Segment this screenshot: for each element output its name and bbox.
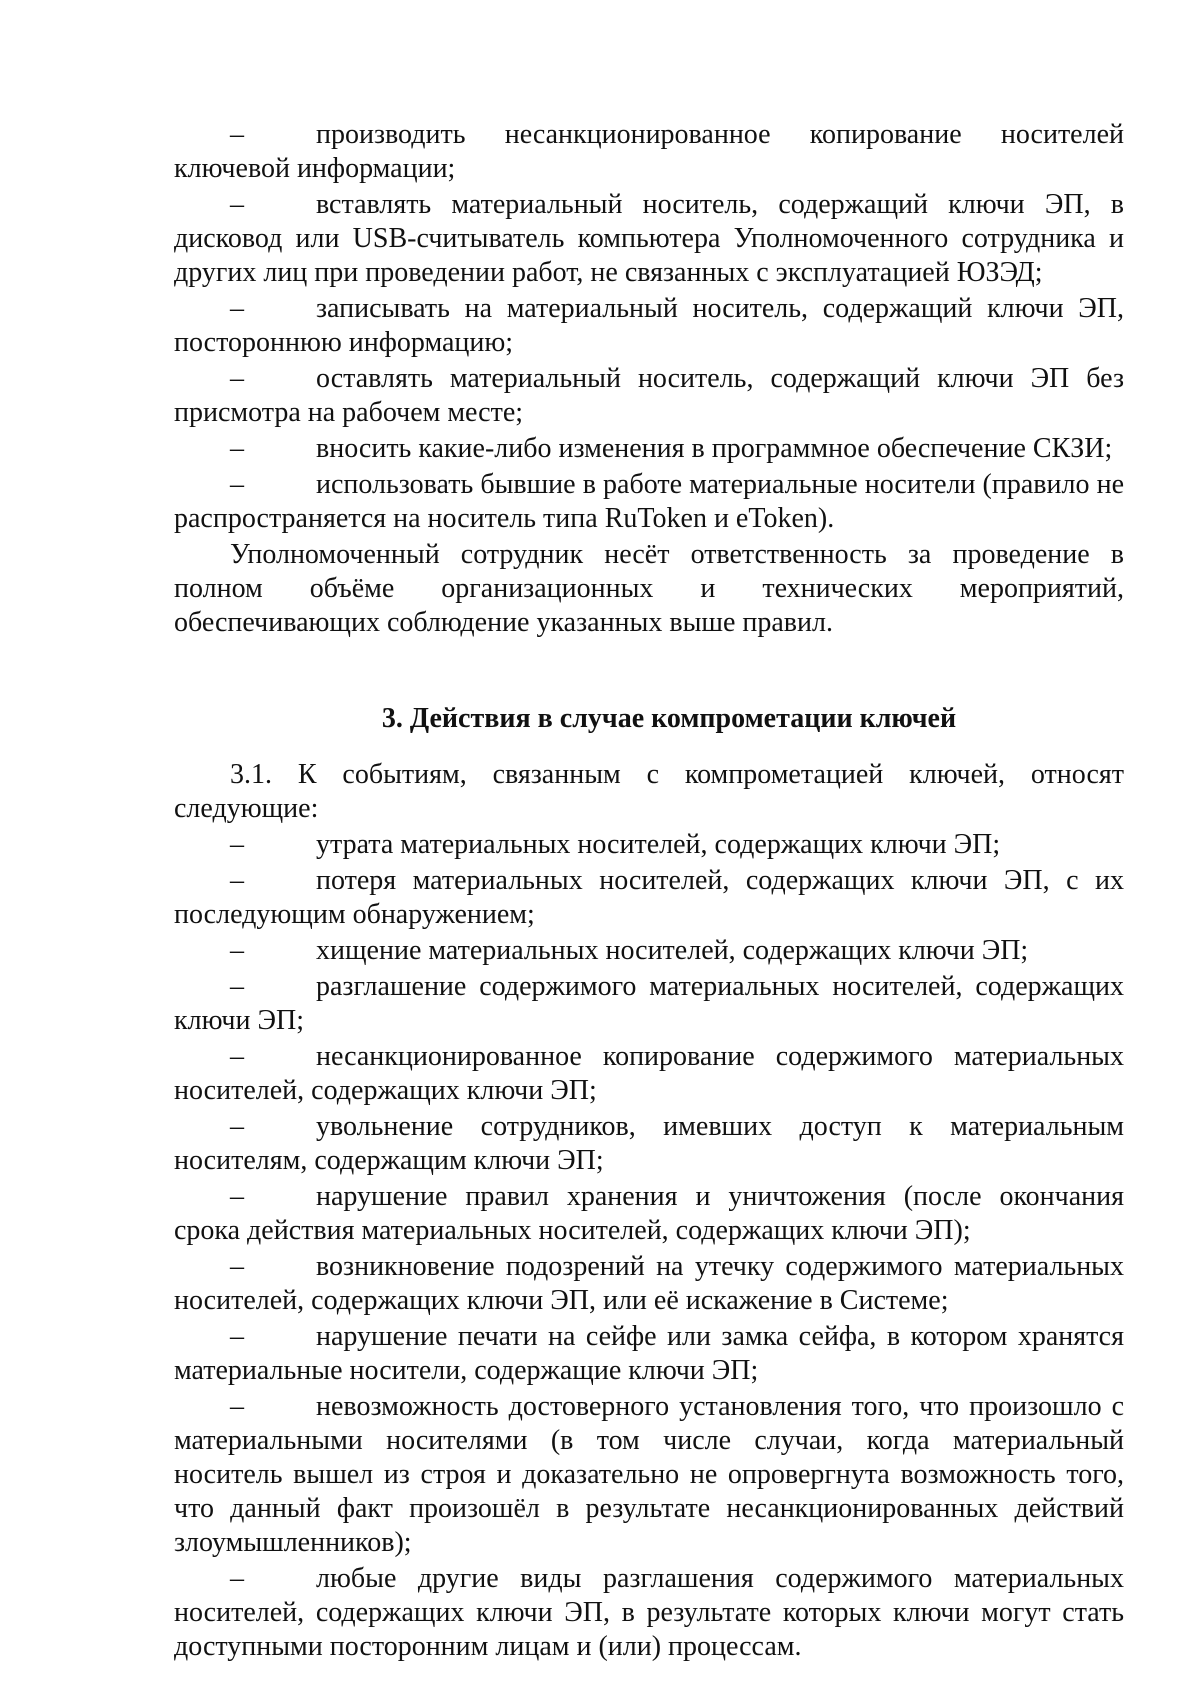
list-item-text: невозможность достоверного установления того, что произошло с материальными носителями (в том числе случаи, когда материальный носитель вышел из строя и доказательно не опровергнута возможность того, что данный факт произошёл в результате несанкционированных действий злоумышленников);	[174, 1391, 1124, 1558]
list-dash: –	[230, 469, 244, 500]
list-item	[174, 934, 1124, 968]
list-item-text: вставлять материальный носитель, содержащий ключи ЭП, в дисковод или USB-считыватель компьютера Уполномоченного сотрудника и других лиц при проведении работ, не связанных с эксплуатацией ЮЗЭД;	[174, 189, 1124, 288]
list-item	[174, 1110, 1124, 1178]
section3-list	[174, 828, 1124, 1664]
list-dash: –	[230, 1111, 244, 1142]
list-item	[174, 864, 1124, 932]
list-item-text: нарушение правил хранения и уничтожения (после окончания срока действия материальных носителей, содержащих ключи ЭП);	[174, 1181, 1124, 1246]
list-item-text: производить несанкционированное копирование носителей ключевой информации;	[174, 119, 1124, 184]
list-item	[174, 1040, 1124, 1108]
list-item	[174, 1390, 1124, 1560]
list-dash: –	[230, 935, 244, 966]
list-item-text: записывать на материальный носитель, содержащий ключи ЭП, постороннюю информацию;	[174, 293, 1124, 358]
list-item-text: потеря материальных носителей, содержащих ключи ЭП, с их последующим обнаружением;	[174, 865, 1124, 930]
list-item	[174, 1180, 1124, 1248]
list-dash: –	[230, 1321, 244, 1352]
list-item-text: любые другие виды разглашения содержимого материальных носителей, содержащих ключи ЭП, в результате которых ключи могут стать доступными посторонним лицам и (или) процессам.	[174, 1563, 1124, 1662]
list-dash: –	[230, 1391, 244, 1422]
list-item-text: несанкционированное копирование содержимого материальных носителей, содержащих ключи ЭП;	[174, 1041, 1124, 1106]
list-dash: –	[230, 119, 244, 150]
list-dash: –	[230, 363, 244, 394]
list-item	[174, 1250, 1124, 1318]
list-item	[174, 468, 1124, 536]
list-item-text: нарушение печати на сейфе или замка сейфа, в котором хранятся материальные носители, содержащие ключи ЭП;	[174, 1321, 1124, 1386]
list-item-text: использовать бывшие в работе материальные носители (правило не распространяется на носитель типа RuToken и eToken).	[174, 469, 1124, 534]
list-dash: –	[230, 829, 244, 860]
responsibility-paragraph: Уполномоченный сотрудник несёт ответственность за проведение в полном объёме организационных и технических мероприятий, обеспечивающих соблюдение указанных выше правил.	[174, 539, 1124, 638]
list-dash: –	[230, 1181, 244, 1212]
list-item-text: хищение материальных носителей, содержащих ключи ЭП;	[316, 935, 1029, 966]
section-intro: 3.1. К событиям, связанным с компрометацией ключей, относят следующие:	[174, 759, 1124, 824]
section-heading: 3. Действия в случае компрометации ключей	[381, 703, 957, 734]
list-item	[174, 362, 1124, 430]
list-dash: –	[230, 293, 244, 324]
list-item-text: вносить какие-либо изменения в программное обеспечение СКЗИ;	[316, 433, 1113, 464]
list-dash: –	[230, 189, 244, 220]
list-item	[174, 1320, 1124, 1388]
list-item	[174, 432, 1124, 466]
list-item	[174, 118, 1124, 186]
list-dash: –	[230, 1251, 244, 1282]
list-item-text: оставлять материальный носитель, содержащий ключи ЭП без присмотра на рабочем месте;	[174, 363, 1124, 428]
section2-list	[174, 118, 1124, 536]
list-item	[174, 828, 1124, 862]
list-item	[174, 970, 1124, 1038]
list-dash: –	[230, 1041, 244, 1072]
list-item-text: увольнение сотрудников, имевших доступ к материальным носителям, содержащим ключи ЭП;	[174, 1111, 1124, 1176]
list-item-text: разглашение содержимого материальных носителей, содержащих ключи ЭП;	[174, 971, 1124, 1036]
list-item	[174, 292, 1124, 360]
list-dash: –	[230, 433, 244, 464]
list-dash: –	[230, 971, 244, 1002]
list-item-text: утрата материальных носителей, содержащих ключи ЭП;	[316, 829, 1001, 860]
list-item	[174, 1562, 1124, 1664]
document-page	[174, 118, 1124, 1666]
list-item-text: возникновение подозрений на утечку содержимого материальных носителей, содержащих ключи ЭП, или её искажение в Системе;	[174, 1251, 1124, 1316]
list-dash: –	[230, 1563, 244, 1594]
list-item	[174, 188, 1124, 290]
list-dash: –	[230, 865, 244, 896]
